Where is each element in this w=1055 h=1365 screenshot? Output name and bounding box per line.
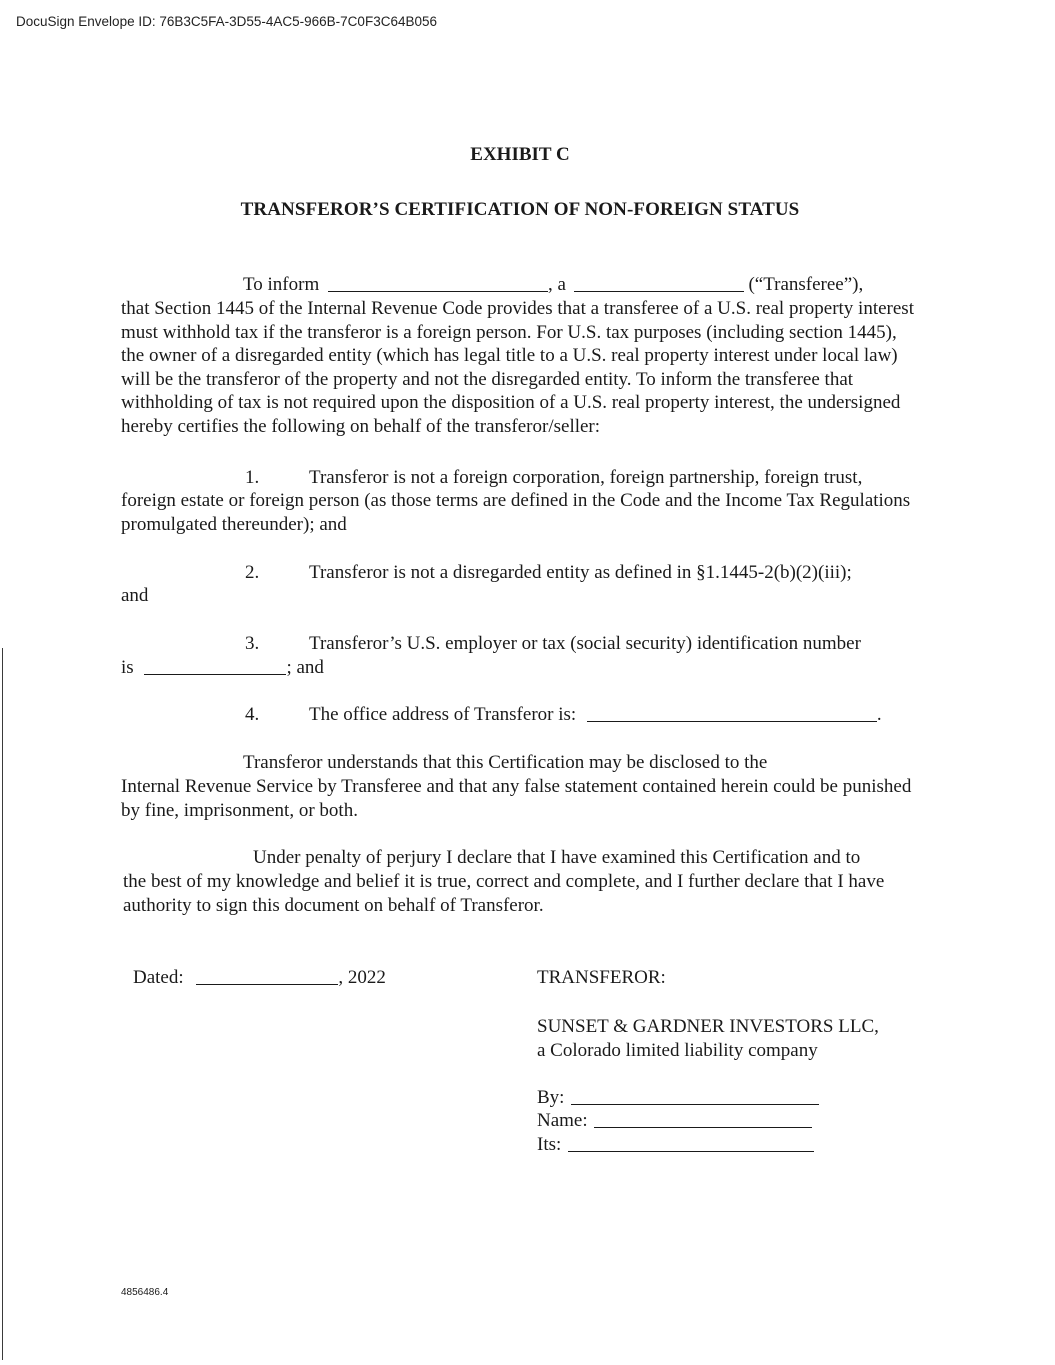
item-4-number: 4. xyxy=(245,704,260,725)
by-signature-field[interactable] xyxy=(571,1086,819,1105)
item-1-first-line xyxy=(245,466,862,490)
understands-rest: Internal Revenue Service by Transferee and that any false statement contained herein could be punished by fine, imprisonment, or both. xyxy=(121,776,912,821)
item-3-text: Transferor’s U.S. employer or tax (social security) identification number xyxy=(309,633,861,654)
date-blank xyxy=(196,966,338,985)
item-1-number: 1. xyxy=(245,467,260,488)
certification-title: TRANSFEROR’S CERTIFICATION OF NON-FOREIGN STATUS xyxy=(240,199,800,220)
dated-label: Dated: xyxy=(133,967,184,988)
exhibit-heading: EXHIBIT C xyxy=(470,144,570,165)
name-label: Name: xyxy=(537,1110,588,1131)
intro-first-line xyxy=(243,273,863,297)
understands-first-line: Transferor understands that this Certification may be disclosed to the xyxy=(243,752,768,773)
item-3-suffix: ; and xyxy=(286,657,324,678)
intro-lead: To inform xyxy=(243,274,320,295)
transferor-heading: TRANSFEROR: xyxy=(537,967,666,988)
scan-edge-line xyxy=(2,648,3,1360)
item-4-line xyxy=(245,703,882,727)
item-2-rest: and xyxy=(121,585,149,606)
item-3-first-line xyxy=(245,632,861,656)
docusign-envelope-id: DocuSign Envelope ID: 76B3C5FA-3D55-4AC5-966B-7C0F3C64B056 xyxy=(16,14,437,29)
item-4-suffix: . xyxy=(876,704,882,725)
item-3-number: 3. xyxy=(245,633,260,654)
item-4-text: The office address of Transferor is: xyxy=(309,704,577,725)
transferee-entity-blank xyxy=(574,273,744,292)
item-2-number: 2. xyxy=(245,562,260,583)
its-signature-field[interactable] xyxy=(568,1133,814,1152)
intro-body: that Section 1445 of the Internal Revenue Code provides that a transferee of a U.S. real property interest must withhold tax if the transferor is a foreign person. For U.S. tax purposes (including section 1445), the owner of a disregarded entity (which has legal title to a U.S. real property interest under local law) will be the transferor of the property and not the disregarded entity. To inform the transferee that withholding of tax is not required upon the disposition of a U.S. real property interest, the undersigned hereby certifies the following on behalf of the transferor/seller: xyxy=(121,298,914,437)
intro-transferee: (“Transferee”), xyxy=(748,274,864,295)
perjury-first-line: Under penalty of perjury I declare that I have examined this Certification and to xyxy=(253,847,861,868)
intro-mid: , a xyxy=(548,274,566,295)
its-label: Its: xyxy=(537,1134,562,1155)
dated-line xyxy=(133,966,386,990)
transferor-company-desc: a Colorado limited liability company xyxy=(537,1040,818,1061)
by-label: By: xyxy=(537,1087,565,1108)
item-2-text: Transferor is not a disregarded entity as defined in §1.1445-2(b)(2)(iii); xyxy=(309,562,852,583)
transferor-company: SUNSET & GARDNER INVESTORS LLC, xyxy=(537,1016,879,1037)
its-line xyxy=(537,1133,814,1157)
transferee-name-blank xyxy=(328,273,548,292)
dated-year: , 2022 xyxy=(338,967,386,988)
item-1-text: Transferor is not a foreign corporation, foreign partnership, foreign trust, xyxy=(309,467,863,488)
name-line xyxy=(537,1109,812,1133)
name-signature-field[interactable] xyxy=(594,1109,812,1128)
perjury-rest: the best of my knowledge and belief it is true, correct and complete, and I further declare that I have authority to sign this document on behalf of Transferor. xyxy=(123,871,885,916)
tax-id-blank xyxy=(144,656,286,675)
item-3-prefix: is xyxy=(121,657,134,678)
by-line xyxy=(537,1086,819,1110)
item-1-rest: foreign estate or foreign person (as those terms are defined in the Code and the Income Tax Regulations promulgated thereunder); and xyxy=(121,490,911,535)
office-address-blank xyxy=(587,703,877,722)
item-3-rest xyxy=(121,656,324,680)
document-footer-id: 4856486.4 xyxy=(121,1287,169,1298)
item-2-first-line xyxy=(245,561,852,585)
